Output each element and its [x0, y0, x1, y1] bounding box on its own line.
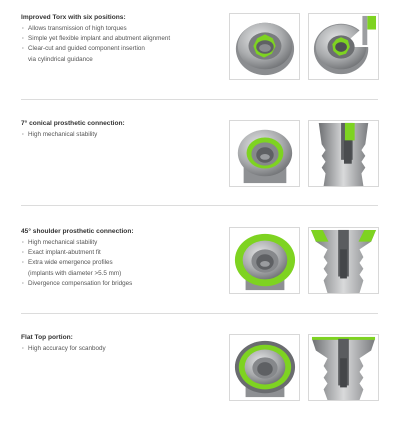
bullet-item-continuation: (implants with diameter >5.5 mm)	[28, 269, 122, 277]
implant-shoulder-section-icon	[308, 227, 379, 294]
bullet-item: · Divergence compensation for bridges	[21, 279, 221, 289]
bullet-list	[21, 344, 221, 354]
implant-conical-section-icon	[308, 120, 379, 187]
bullet-item: · High mechanical stability	[21, 130, 221, 140]
feature-section-shoulder	[0, 206, 402, 313]
bullet-item: · Simple yet flexible implant and abutment alignment	[21, 34, 221, 44]
bullet-list	[21, 130, 221, 140]
feature-section-conical	[0, 100, 402, 204]
bullet-item: · High mechanical stability	[21, 238, 221, 248]
feature-section-flat-top	[0, 314, 402, 414]
implant-torx-cutaway-icon	[308, 13, 379, 80]
feature-text	[21, 333, 221, 354]
feature-section-torx	[0, 0, 402, 96]
section-title: Flat Top portion:	[21, 334, 73, 341]
bullet-item: · Exact implant-abutment fit	[21, 248, 221, 258]
implant-flattop-section-icon	[308, 334, 379, 401]
bullet-item: · Extra wide emergence profiles	[21, 258, 221, 268]
section-title: 7° conical prosthetic connection:	[21, 120, 125, 127]
bullet-item-continuation: via cylindrical guidance	[28, 55, 93, 63]
bullet-item: · Clear-cut and guided component insertion	[21, 44, 221, 54]
section-title: 45° shoulder prosthetic connection:	[21, 228, 134, 235]
bullet-item: · High accuracy for scanbody	[21, 344, 221, 354]
bullet-item: · Allows transmission of high torques	[21, 24, 221, 34]
implant-torx-top-view-icon	[229, 13, 300, 80]
bullet-list	[21, 238, 221, 289]
section-title: Improved Torx with six positions:	[21, 14, 126, 21]
implant-shoulder-top-view-icon	[229, 227, 300, 294]
bullet-list	[21, 24, 221, 65]
implant-conical-top-view-icon	[229, 120, 300, 187]
feature-text	[21, 119, 221, 140]
feature-text	[21, 13, 221, 65]
feature-text	[21, 227, 221, 289]
implant-flattop-top-view-icon	[229, 334, 300, 401]
